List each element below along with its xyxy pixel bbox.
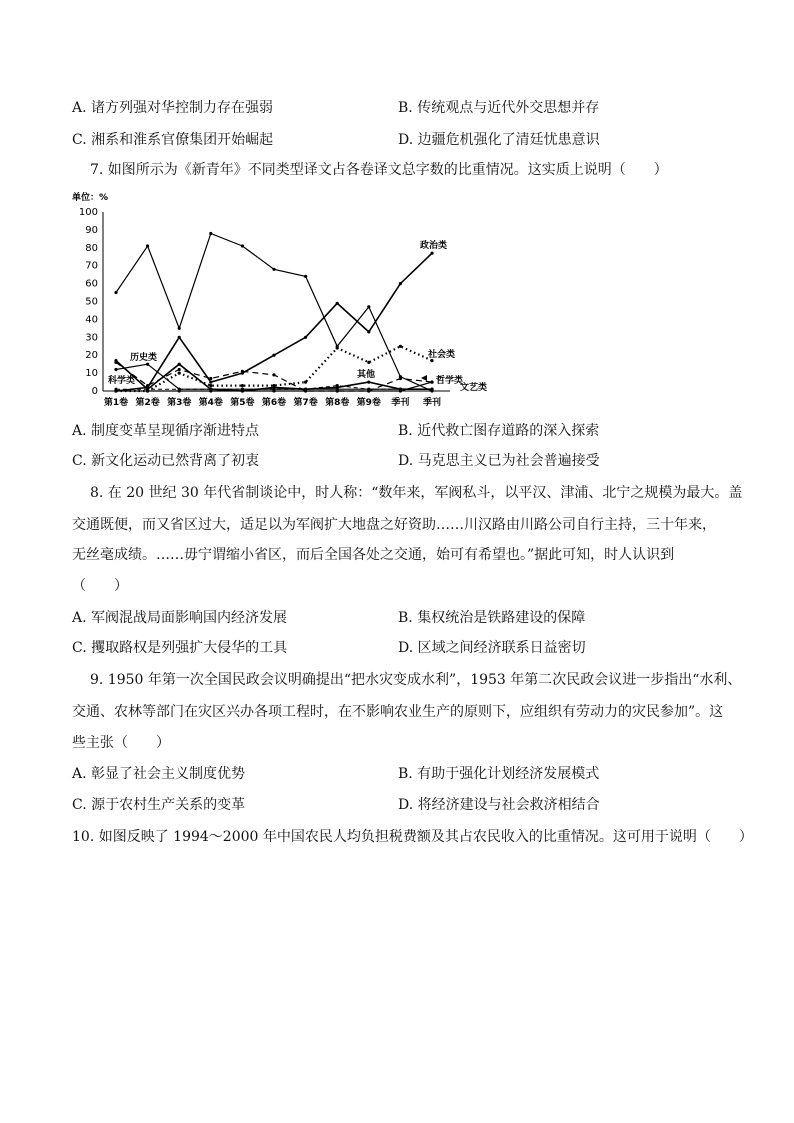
series-point (241, 244, 244, 247)
label-literature-art: 文艺类 (460, 383, 488, 393)
series-point (178, 363, 181, 366)
q9-option-a: A. 彰显了社会主义制度优势 (72, 766, 246, 782)
y-tick-label: 90 (85, 224, 98, 236)
q7-stem: 7. 如图所示为《新青年》不同类型译文占各卷译文总字数的比重情况。这实质上说明（ ） (90, 162, 668, 178)
series-line-0 (116, 253, 432, 391)
series-point (146, 244, 149, 247)
q9-line-3: 些主张（ ） (72, 735, 170, 751)
label-politics: 政治类 (420, 241, 448, 251)
series-point (272, 268, 275, 271)
q8-line-1: 8. 在 20 世纪 30 年代省制谈论中，时人称：“数年来，军阀私斗，以平汉、津浦、北宁之规模为最大。盖 (90, 485, 743, 501)
label-society: 社会类 (428, 350, 456, 360)
q8-line-4: （ ） (72, 578, 128, 594)
x-tick-label: 第5卷 (230, 398, 255, 408)
series-point (367, 305, 370, 308)
y-tick-label: 50 (85, 296, 98, 308)
series-point (241, 389, 244, 392)
philosophy-arrow-icon (421, 375, 427, 381)
series-point (178, 368, 181, 371)
series-point (399, 282, 402, 285)
q8-line-2: 交通既便，而又省区过大，适足以为军阀扩大地盘之好资助……川汉路由川路公司自行主持，三十年来， (72, 517, 716, 533)
x-tick-label: 第8卷 (325, 398, 350, 408)
series-point (209, 384, 212, 387)
q6-option-a: A. 诸方列强对华控制力存在强弱 (72, 100, 274, 116)
label-history: 历史类 (130, 353, 158, 363)
series-point (114, 389, 117, 392)
series-point (272, 373, 275, 376)
series-point (178, 336, 181, 339)
series-point (336, 302, 339, 305)
y-tick-label: 30 (85, 332, 98, 344)
series-point (430, 388, 433, 391)
q8-line-3: 无丝毫成绩。……毋宁谓缩小省区，而后全国各处之交通，始可有希望也。”据此可知，时人认识到 (72, 547, 675, 563)
q8-option-a: A. 军阀混战局面影响国内经济发展 (72, 610, 288, 626)
x-tick-label: 第2卷 (135, 398, 160, 408)
label-science: 科学类 (108, 376, 136, 386)
x-tick-label: 第6卷 (261, 398, 287, 408)
series-point (241, 384, 244, 387)
chart-unit-label: 单位：% (72, 193, 109, 203)
q7-option-a: A. 制度变革呈现循序渐进特点 (72, 423, 260, 439)
q9-option-b: B. 有助于强化计划经济发展模式 (398, 766, 600, 782)
series-point (272, 389, 275, 392)
series-point (178, 389, 181, 392)
y-tick-label: 40 (85, 314, 98, 326)
q9-line-1: 9. 1950 年第一次全国民政会议明确提出“把水灾变成水利”，1953 年第二次民政会议进一步指出“水利、 (90, 672, 742, 688)
x-tick-label: 第4卷 (198, 398, 223, 408)
y-tick-label: 60 (85, 278, 98, 290)
series-point (367, 361, 370, 364)
series-point (209, 381, 212, 384)
series-point (304, 275, 307, 278)
y-tick-label: 100 (78, 207, 98, 218)
series-point (178, 327, 181, 330)
series-point (241, 370, 244, 373)
q8-option-c: C. 攫取路权是列强扩大侵华的工具 (72, 640, 288, 656)
q9-option-c: C. 源于农村生产关系的变革 (72, 797, 246, 813)
y-tick-label: 0 (91, 386, 98, 397)
q6-option-b: B. 传统观点与近代外交思想并存 (398, 100, 600, 116)
y-tick-label: 20 (85, 350, 98, 362)
series-point (304, 389, 307, 392)
series-point (367, 389, 370, 392)
series-point (430, 381, 433, 384)
series-point (272, 354, 275, 357)
series-point (367, 330, 370, 333)
q10-stem: 10. 如图反映了 1994～2000 年中国农民人均负担税费额及其占农民收入的比重情况。这可用于说明（ ） (72, 829, 753, 845)
series-point (304, 336, 307, 339)
series-point (399, 389, 402, 392)
series-point (146, 384, 149, 387)
x-tick-label: 第9卷 (356, 398, 381, 408)
q6-option-d: D. 边疆危机强化了清廷忧患意识 (398, 132, 600, 148)
series-point (304, 381, 307, 384)
series-point (399, 377, 402, 380)
series-point (209, 389, 212, 392)
x-tick-label: 第7卷 (293, 398, 318, 408)
y-tick-label: 70 (85, 260, 98, 272)
q7-option-c: C. 新文化运动已然背离了初衷 (72, 453, 260, 469)
x-tick-label: 第3卷 (167, 398, 192, 408)
q8-option-d: D. 区域之间经济联系日益密切 (398, 640, 586, 656)
series-point (336, 346, 339, 349)
series-point (336, 389, 339, 392)
y-tick-label: 80 (85, 242, 98, 254)
series-point (146, 363, 149, 366)
series-line-1 (116, 234, 432, 392)
label-other: 其他 (357, 370, 376, 380)
x-tick-label: 第1卷 (103, 398, 129, 408)
series-point (114, 368, 117, 371)
series-point (209, 232, 212, 235)
q9-line-2: 交通、农林等部门在灾区兴办各项工程时，在不影响农业生产的原则下，应组织有劳动力的灾民参加”。这 (72, 704, 724, 720)
series-point (146, 389, 149, 392)
q6-option-c: C. 湘系和淮系官僚集团开始崛起 (72, 132, 274, 148)
series-point (399, 345, 402, 348)
series-point (178, 372, 181, 375)
series-point (367, 381, 370, 384)
q7-option-d: D. 马克思主义已为社会普遍接受 (398, 453, 600, 469)
label-philosophy: 哲学类 (436, 376, 464, 386)
x-tick-label: 季刊 (391, 398, 410, 408)
q8-option-b: B. 集权统治是铁路建设的保障 (398, 610, 586, 626)
series-point (336, 384, 339, 387)
series-point (114, 291, 117, 294)
series-point (430, 252, 433, 255)
x-tick-label: 季刊 (422, 398, 442, 408)
translation-ratio-chart (70, 190, 500, 415)
y-tick-label: 10 (85, 368, 98, 380)
series-point (114, 359, 117, 362)
q7-option-b: B. 近代救亡图存道路的深入探索 (398, 423, 600, 439)
series-point (209, 377, 212, 380)
q9-option-d: D. 将经济建设与社会救济相结合 (398, 797, 600, 813)
